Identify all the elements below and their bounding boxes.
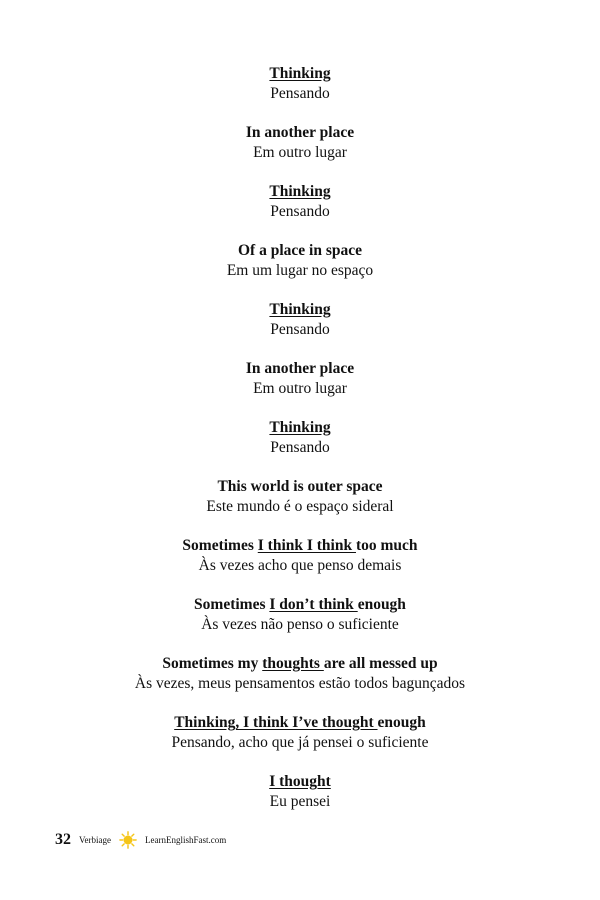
portuguese-line: Pensando, acho que já pensei o suficiente: [171, 734, 429, 751]
phrase: In another place: [245, 360, 355, 377]
english-line: [0, 713, 600, 733]
site-url: LearnEnglishFast.com: [144, 835, 227, 845]
underlined-phrase: Thinking: [269, 419, 331, 436]
underlined-phrase: Thinking: [269, 301, 331, 318]
portuguese-line: Pensando: [270, 85, 330, 102]
english-line: [0, 182, 600, 202]
phrase: too much: [355, 537, 418, 554]
portuguese-line: Pensando: [270, 321, 330, 338]
underlined-phrase: I don’t think: [269, 596, 358, 613]
lyrics-body: [0, 64, 600, 831]
underlined-phrase: I thought: [269, 773, 331, 790]
english-line: [0, 654, 600, 674]
english-line: [0, 772, 600, 792]
english-line: [0, 64, 600, 84]
phrase: Of a place in space: [238, 242, 362, 259]
lyric-stanza: [0, 477, 600, 517]
lyric-stanza: [0, 654, 600, 694]
english-line: [0, 536, 600, 556]
phrase: enough: [357, 596, 406, 613]
english-line: [0, 477, 600, 497]
underlined-phrase: I think I think: [257, 537, 356, 554]
portuguese-line: Eu pensei: [269, 793, 331, 810]
lyric-stanza: [0, 182, 600, 222]
english-line: [0, 300, 600, 320]
lyric-stanza: [0, 241, 600, 281]
portuguese-line: Em outro lugar: [253, 144, 347, 161]
lyric-stanza: [0, 123, 600, 163]
page-footer: [55, 828, 226, 852]
portuguese-line: Às vezes, meus pensamentos estão todos bagunçados: [134, 675, 466, 692]
lyric-stanza: [0, 595, 600, 635]
phrase: In another place: [245, 124, 355, 141]
portuguese-line: Pensando: [270, 203, 330, 220]
lyric-stanza: [0, 536, 600, 576]
page-number: 32: [55, 831, 71, 848]
underlined-phrase: Thinking, I think I’ve thought: [174, 714, 378, 731]
lyric-stanza: [0, 300, 600, 340]
portuguese-line: Às vezes acho que penso demais: [198, 557, 402, 574]
lyric-stanza: [0, 713, 600, 753]
english-line: [0, 418, 600, 438]
portuguese-line: Em um lugar no espaço: [226, 262, 374, 279]
portuguese-line: Às vezes não penso o suficiente: [201, 616, 399, 633]
portuguese-line: Pensando: [270, 439, 330, 456]
phrase: enough: [377, 714, 426, 731]
underlined-phrase: Thinking: [269, 183, 331, 200]
lyric-stanza: [0, 772, 600, 812]
english-line: [0, 241, 600, 261]
phrase: Sometimes: [182, 537, 258, 554]
lyric-stanza: [0, 418, 600, 458]
lyric-stanza: [0, 64, 600, 104]
phrase: Sometimes my: [162, 655, 263, 672]
english-line: [0, 595, 600, 615]
portuguese-line: Em outro lugar: [253, 380, 347, 397]
english-line: [0, 359, 600, 379]
phrase: Sometimes: [194, 596, 270, 613]
brand-name: Verbiage: [79, 835, 111, 845]
lyric-stanza: [0, 359, 600, 399]
sun-logo-icon: [119, 831, 137, 849]
underlined-phrase: Thinking: [269, 65, 331, 82]
underlined-phrase: thoughts: [262, 655, 324, 672]
phrase: This world is outer space: [217, 478, 383, 495]
portuguese-line: Este mundo é o espaço sideral: [206, 498, 394, 515]
phrase: are all messed up: [323, 655, 438, 672]
english-line: [0, 123, 600, 143]
